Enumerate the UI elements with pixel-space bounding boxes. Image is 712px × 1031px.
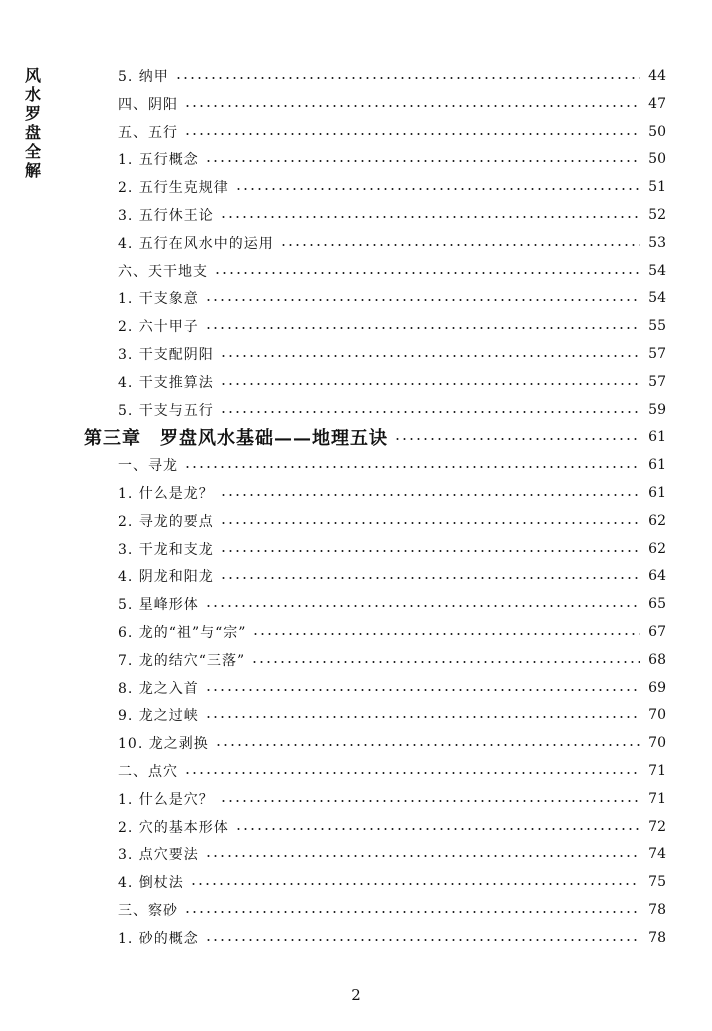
toc-entry xyxy=(118,90,666,118)
dot-leader xyxy=(220,216,640,218)
dot-leader xyxy=(235,188,640,190)
dot-leader xyxy=(220,550,640,552)
toc-entry-label: 3. 干支配阴阳 xyxy=(118,347,214,363)
toc-entry-label: 四、阴阳 xyxy=(118,96,178,113)
page-number: 2 xyxy=(351,986,361,1004)
dot-leader xyxy=(205,299,640,301)
toc-entry-page: 55 xyxy=(648,318,666,335)
toc-entry-page: 68 xyxy=(648,651,666,668)
toc-entry-page: 47 xyxy=(648,95,666,112)
toc-entry xyxy=(118,451,666,479)
toc-entry-label: 1. 砂的概念 xyxy=(118,930,199,947)
dot-leader xyxy=(220,355,640,357)
toc-entry xyxy=(118,312,666,340)
dot-leader xyxy=(394,438,640,440)
toc-entry xyxy=(118,729,666,757)
dot-leader xyxy=(184,133,640,135)
dot-leader xyxy=(220,577,640,579)
toc-entry-label: 4. 五行在风水中的运用 xyxy=(118,235,274,252)
toc-entry xyxy=(118,674,666,702)
toc-entry-page: 67 xyxy=(648,624,666,640)
dot-leader xyxy=(235,828,640,830)
toc-entry-label: 五、五行 xyxy=(118,124,178,141)
dot-leader xyxy=(184,105,640,107)
toc-chapter-entry xyxy=(84,423,666,451)
toc-entry-label: 二、点穴 xyxy=(118,764,178,780)
toc-entry-label: 10. 龙之剥换 xyxy=(118,736,209,753)
toc-entry-label: 1. 什么是穴？ xyxy=(118,791,214,808)
toc-entry xyxy=(118,840,666,868)
toc-entry xyxy=(118,507,666,535)
toc-entry-label: 一、寻龙 xyxy=(118,458,178,475)
toc-entry-label: 4. 阴龙和阳龙 xyxy=(118,569,214,586)
toc-entry-page: 71 xyxy=(648,763,666,779)
dot-leader xyxy=(220,494,640,496)
toc-entry xyxy=(118,785,666,813)
toc-entry xyxy=(118,562,666,590)
toc-entry xyxy=(118,479,666,507)
toc-entry xyxy=(118,145,666,173)
toc-entry-label: 7. 龙的结穴“三落” xyxy=(118,652,246,669)
toc-entry xyxy=(118,62,666,90)
toc-entry-page: 65 xyxy=(648,596,666,613)
side-title-char: 全 xyxy=(24,142,41,161)
toc-entry-page: 70 xyxy=(648,707,666,724)
toc-entry-page: 50 xyxy=(648,123,666,140)
toc-entry xyxy=(118,813,666,841)
toc-entry xyxy=(118,868,666,896)
dot-leader xyxy=(190,883,640,885)
toc-entry-page: 62 xyxy=(648,540,666,557)
toc-entry-label: 5. 干支与五行 xyxy=(118,402,214,419)
dot-leader xyxy=(220,411,640,413)
toc-entry-page: 59 xyxy=(648,401,666,418)
toc-entry xyxy=(118,201,666,229)
toc-entry-page: 78 xyxy=(648,929,666,946)
toc-entry xyxy=(118,229,666,257)
dot-leader xyxy=(280,244,640,246)
dot-leader xyxy=(220,522,640,524)
toc-entry xyxy=(118,284,666,312)
side-title-char: 解 xyxy=(24,161,41,180)
toc-entry xyxy=(118,173,666,201)
toc-entry-label: 5. 星峰形体 xyxy=(118,597,199,614)
toc-entry-label: 六、天干地支 xyxy=(118,263,208,280)
dot-leader xyxy=(184,466,640,468)
toc-entry xyxy=(118,118,666,146)
dot-leader xyxy=(175,77,640,79)
toc-entry-page: 50 xyxy=(648,151,666,168)
toc-entry-label: 第三章 罗盘风水基础——地理五诀 xyxy=(84,428,388,450)
dot-leader xyxy=(205,327,640,329)
toc-entry-label: 1. 干支象意 xyxy=(118,291,199,308)
toc-entry-page: 57 xyxy=(648,373,666,390)
toc-entry-page: 70 xyxy=(648,735,666,752)
dot-leader xyxy=(205,855,640,857)
toc-entry-label: 5. 纳甲 xyxy=(118,69,169,85)
toc-entry-page: 75 xyxy=(648,874,666,891)
dot-leader xyxy=(220,383,640,385)
toc-entry-label: 2. 五行生克规律 xyxy=(118,180,229,197)
side-title-char: 水 xyxy=(24,85,41,104)
dot-leader xyxy=(205,939,640,941)
toc-entry-page: 57 xyxy=(648,346,666,362)
toc-entry xyxy=(118,896,666,924)
toc-entry-label: 3. 点穴要法 xyxy=(118,847,199,864)
dot-leader xyxy=(205,160,640,162)
toc-entry-page: 61 xyxy=(648,457,666,474)
toc-entry-label: 4. 干支推算法 xyxy=(118,374,214,391)
toc-entry-page: 74 xyxy=(648,846,666,863)
dot-leader xyxy=(205,689,640,691)
toc-entry-label: 1. 什么是龙？ xyxy=(118,486,214,502)
toc-entry-page: 69 xyxy=(648,679,666,696)
toc-entry xyxy=(118,757,666,785)
dot-leader xyxy=(251,661,640,663)
dot-leader xyxy=(184,772,640,774)
toc-entry-label: 2. 寻龙的要点 xyxy=(118,513,214,530)
toc-entry-page: 78 xyxy=(648,902,666,918)
dot-leader xyxy=(214,272,640,274)
toc-entry xyxy=(118,368,666,396)
toc-entry-page: 51 xyxy=(648,179,666,196)
toc-entry-page: 54 xyxy=(648,262,666,279)
toc-entry-page: 54 xyxy=(648,290,666,307)
side-title-char: 风 xyxy=(24,66,41,85)
toc-entry-label: 4. 倒杖法 xyxy=(118,875,184,892)
toc-entry-page: 52 xyxy=(648,207,666,223)
toc-entry-page: 61 xyxy=(648,485,666,501)
toc-entry xyxy=(118,924,666,952)
side-title-char: 盘 xyxy=(24,123,41,142)
toc-entry xyxy=(118,396,666,424)
toc-entry-page: 44 xyxy=(648,68,666,84)
toc-entry xyxy=(118,701,666,729)
toc-entry xyxy=(118,257,666,285)
toc-entry xyxy=(118,535,666,563)
dot-leader xyxy=(215,744,640,746)
toc-entry-page: 61 xyxy=(648,429,666,446)
dot-leader xyxy=(205,716,640,718)
toc-entry xyxy=(118,646,666,674)
toc-entry-label: 9. 龙之过峡 xyxy=(118,708,199,725)
toc-entry-label: 3. 五行休王论 xyxy=(118,208,214,224)
dot-leader xyxy=(205,605,640,607)
side-title-char: 罗 xyxy=(24,104,41,123)
toc-entry-label: 1. 五行概念 xyxy=(118,152,199,169)
toc-entry-label: 2. 六十甲子 xyxy=(118,319,199,336)
toc-entry-page: 71 xyxy=(648,790,666,807)
toc-entry xyxy=(118,340,666,368)
toc-entry-page: 72 xyxy=(648,818,666,835)
toc-entry xyxy=(118,618,666,646)
toc-entry-label: 三、察砂 xyxy=(118,903,178,919)
running-book-title xyxy=(22,66,44,180)
toc-entry-page: 62 xyxy=(648,512,666,529)
toc-entry-page: 64 xyxy=(648,568,666,585)
toc-entry-label: 3. 干龙和支龙 xyxy=(118,541,214,558)
toc-entry-label: 6. 龙的“祖”与“宗” xyxy=(118,625,247,641)
dot-leader xyxy=(184,911,640,913)
toc-entry-label: 8. 龙之入首 xyxy=(118,680,199,697)
toc-entry xyxy=(118,590,666,618)
dot-leader xyxy=(220,800,640,802)
toc-entry-page: 53 xyxy=(648,234,666,251)
toc-entry-label: 2. 穴的基本形体 xyxy=(118,819,229,836)
dot-leader xyxy=(252,633,640,635)
